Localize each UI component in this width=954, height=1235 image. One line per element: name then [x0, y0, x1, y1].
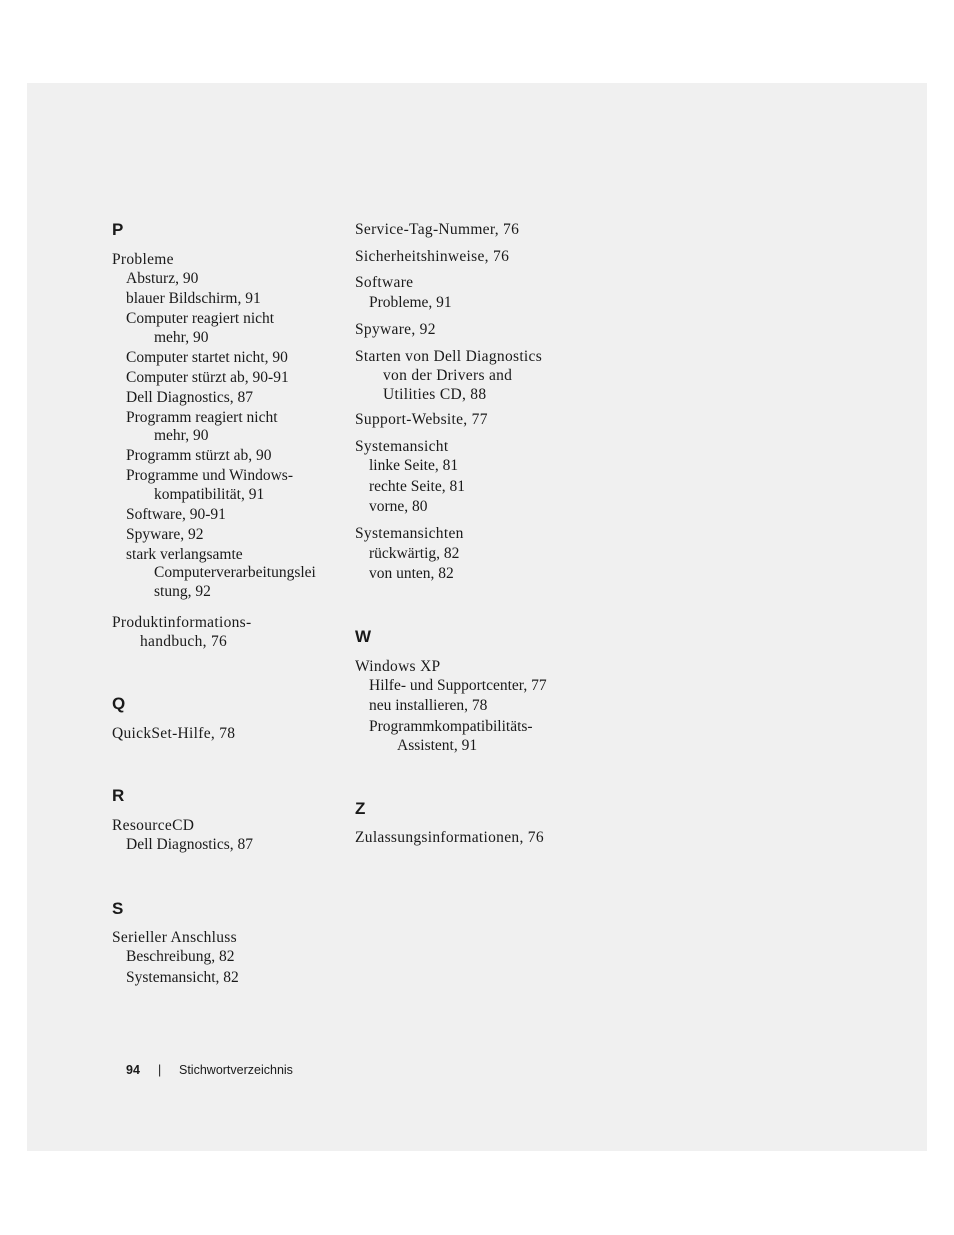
footer-title: Stichwortverzeichnis [179, 1063, 293, 1077]
section-letter-w: W [355, 627, 372, 646]
entry-line: Software, 90-91 [126, 505, 226, 523]
entry-line: Programm reagiert nicht [126, 408, 278, 426]
index-entry-systemansicht: Systemansicht [355, 438, 449, 455]
entry-line-continued: von der Drivers and [383, 367, 513, 384]
index-entry-spyware: Spyware, 92 [355, 321, 436, 338]
subentry-beschreibung: Beschreibung, 82 [126, 948, 235, 965]
index-entry-produktinformationen [112, 613, 251, 651]
entry-line: Computer stürzt ab, 90-91 [126, 368, 289, 386]
subentry-systemansicht: Systemansicht, 82 [126, 969, 239, 986]
index-entry-serieller-anschluss: Serieller Anschluss [112, 929, 237, 946]
entry-line: Absturz, 90 [126, 270, 199, 287]
entry-line-continued: mehr, 90 [154, 427, 209, 444]
subentry-probleme [112, 526, 316, 545]
subentry-probleme [112, 467, 316, 504]
subentry-probleme [112, 546, 316, 602]
page-number: 94 [126, 1063, 140, 1077]
entry-line: Programme und Windows- [126, 467, 293, 484]
entry-line-continued: handbuch, 76 [140, 633, 228, 650]
entry-line-continued: kompatibilität, 91 [154, 485, 265, 503]
section-letter-q: Q [112, 694, 126, 713]
subentry-probleme [112, 349, 316, 368]
subentry-probleme [112, 270, 316, 289]
subentry-dell-diagnostics: Dell Diagnostics, 87 [126, 836, 253, 853]
subentry-probleme [112, 409, 316, 446]
section-letter-s: S [112, 899, 124, 918]
index-entry-starten-dell-diagnostics [355, 347, 542, 404]
entry-line: Computer startet nicht, 90 [126, 348, 288, 366]
subentry-probleme [112, 369, 316, 388]
entry-line: stark verlangsamte [126, 545, 243, 563]
entry-line-continued: stung, 92 [154, 582, 211, 600]
subentry-rueckwaertig: rückwärtig, 82 [369, 545, 460, 562]
entry-line: Spyware, 92 [126, 525, 204, 543]
index-entry-zulassungsinformationen: Zulassungsinformationen, 76 [355, 829, 544, 846]
entry-line-continued: Assistent, 91 [397, 736, 478, 754]
section-letter-r: R [112, 786, 125, 805]
index-entry-quickset: QuickSet-Hilfe, 78 [112, 725, 236, 742]
section-letter-p: P [112, 220, 124, 239]
index-entry-systemansichten: Systemansichten [355, 525, 464, 542]
subentry-vorne: vorne, 80 [369, 498, 428, 515]
section-letter-z: Z [355, 799, 366, 818]
subentry-software-probleme: Probleme, 91 [369, 294, 452, 311]
index-entry-windows-xp: Windows XP [355, 658, 441, 675]
entry-line: Starten von Dell Diagnostics [355, 348, 543, 365]
index-entry-probleme: Probleme [112, 251, 174, 268]
subentry-von-unten: von unten, 82 [369, 565, 454, 582]
entry-line-continued: Computerverarbeitungslei [154, 564, 316, 581]
subentry-probleme [112, 389, 316, 408]
entry-line: Programm stürzt ab, 90 [126, 447, 272, 464]
subentry-probleme [112, 310, 316, 347]
subentry-neu-installieren: neu installieren, 78 [369, 697, 488, 714]
subentry-probleme [112, 290, 316, 309]
entry-line-continued: mehr, 90 [154, 328, 209, 346]
subentry-rechte-seite: rechte Seite, 81 [369, 478, 465, 495]
subentry-hilfe-support: Hilfe- und Supportcenter, 77 [369, 677, 547, 694]
index-entry-resourcecd: ResourceCD [112, 817, 195, 834]
entry-line: blauer Bildschirm, 91 [126, 290, 261, 307]
subentry-linke-seite: linke Seite, 81 [369, 457, 459, 474]
entry-line: Programmkompatibilitäts- [369, 718, 533, 735]
entry-line: Dell Diagnostics, 87 [126, 388, 253, 406]
subentry-probleme [112, 506, 316, 525]
entry-line: Computer reagiert nicht [126, 310, 275, 327]
entry-line-continued: Utilities CD, 88 [383, 386, 487, 403]
subentry-programmkompatibilitaet [355, 718, 533, 755]
index-entry-service-tag: Service-Tag-Nummer, 76 [355, 221, 520, 238]
footer-separator: | [158, 1063, 162, 1077]
probleme-subentries [112, 270, 316, 603]
subentry-probleme [112, 447, 316, 466]
index-entry-software: Software [355, 274, 414, 291]
entry-line: Produktinformations- [112, 614, 252, 631]
index-entry-sicherheitshinweise: Sicherheitshinweise, 76 [355, 248, 510, 265]
index-entry-support-website: Support-Website, 77 [355, 411, 488, 428]
